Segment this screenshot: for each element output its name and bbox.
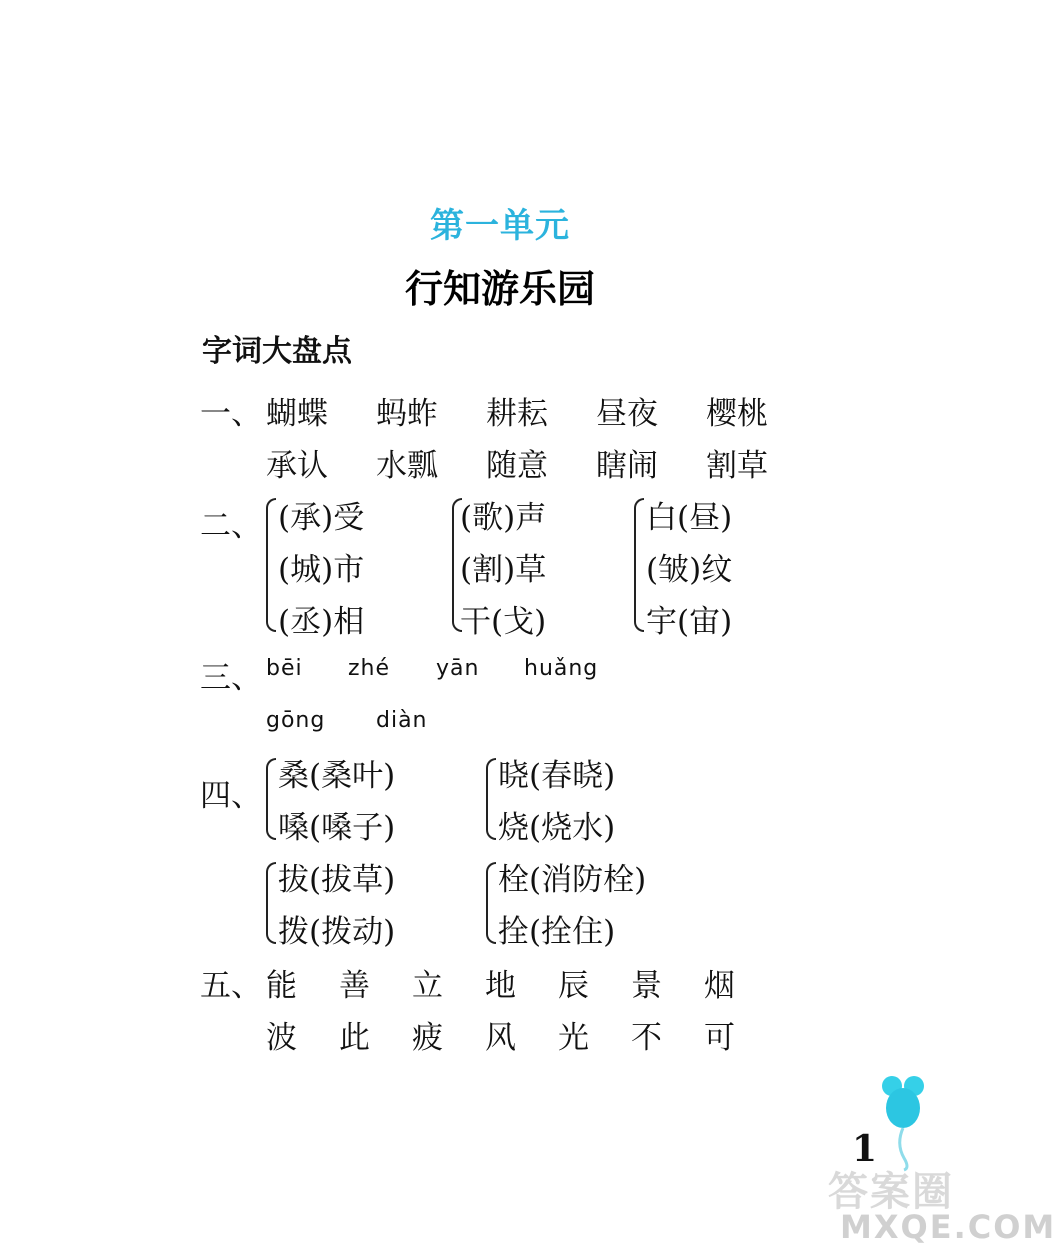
pinyin: yān [436, 656, 480, 681]
q5-char: 此 [339, 1020, 370, 1056]
brace [486, 862, 496, 944]
q4-item: 嗓(嗓子) [278, 810, 396, 846]
page-number: 1 [852, 1128, 878, 1170]
q5-char: 风 [485, 1020, 516, 1056]
q5-char: 善 [339, 968, 370, 1004]
question-number-1: 一、 [200, 396, 262, 432]
q4-item: 拨(拨动) [278, 914, 396, 950]
q1-word: 水瓢 [376, 448, 438, 484]
q5-char: 疲 [412, 1020, 443, 1056]
pinyin: zhé [348, 656, 391, 681]
brace [266, 498, 276, 632]
page-title: 行知游乐园 [404, 266, 595, 311]
q2-item: (承)受 [278, 500, 365, 536]
q1-word: 樱桃 [706, 396, 768, 432]
pinyin: huǎng [524, 656, 599, 681]
q4-item: 烧(烧水) [498, 810, 616, 846]
question-number-5: 五、 [200, 968, 262, 1004]
q5-char: 不 [631, 1020, 662, 1056]
q4-item: 拔(拔草) [278, 862, 396, 898]
q2-item: (歌)声 [460, 500, 547, 536]
q2-item: (皱)纹 [646, 552, 733, 588]
q5-char: 地 [485, 968, 516, 1004]
q1-word: 瞎闹 [596, 448, 658, 484]
mouse-mascot-icon [874, 1072, 934, 1172]
unit-title: 第一单元 [430, 206, 570, 246]
q1-word: 耕耘 [486, 396, 548, 432]
pinyin: gōng [266, 708, 326, 733]
question-number-3: 三、 [200, 660, 262, 696]
q5-char: 景 [631, 968, 662, 1004]
brace [486, 758, 496, 840]
q5-char: 光 [558, 1020, 589, 1056]
q1-word: 蚂蚱 [376, 396, 438, 432]
brace [634, 498, 644, 632]
brace [266, 758, 276, 840]
q5-char: 能 [266, 968, 297, 1004]
pinyin: diàn [376, 708, 428, 733]
q2-item: (丞)相 [278, 604, 365, 640]
question-number-4: 四、 [200, 778, 262, 814]
section-title: 字词大盘点 [202, 334, 352, 369]
q1-word: 昼夜 [596, 396, 658, 432]
q1-word: 蝴蝶 [266, 396, 328, 432]
q2-item: 宇(宙) [646, 604, 733, 640]
q2-item: 干(戈) [460, 604, 547, 640]
q2-item: (割)草 [460, 552, 547, 588]
q1-word: 割草 [706, 448, 768, 484]
brace [266, 862, 276, 944]
q4-item: 晓(春晓) [498, 758, 616, 794]
question-number-2: 二、 [200, 508, 262, 544]
q4-item: 拴(拴住) [498, 914, 616, 950]
q2-item: 白(昼) [646, 500, 733, 536]
q5-char: 立 [412, 968, 443, 1004]
q5-char: 辰 [558, 968, 589, 1004]
q1-word: 随意 [486, 448, 548, 484]
pinyin: bēi [266, 656, 303, 681]
q4-item: 栓(消防栓) [498, 862, 647, 898]
watermark: 答案圈 [828, 1169, 954, 1215]
q2-item: (城)市 [278, 552, 365, 588]
q4-item: 桑(桑叶) [278, 758, 396, 794]
q1-word: 承认 [266, 448, 328, 484]
q5-char: 烟 [704, 968, 735, 1004]
q5-char: 波 [266, 1020, 297, 1056]
q5-char: 可 [704, 1020, 735, 1056]
watermark-url: MXQE.COM [840, 1208, 1056, 1246]
